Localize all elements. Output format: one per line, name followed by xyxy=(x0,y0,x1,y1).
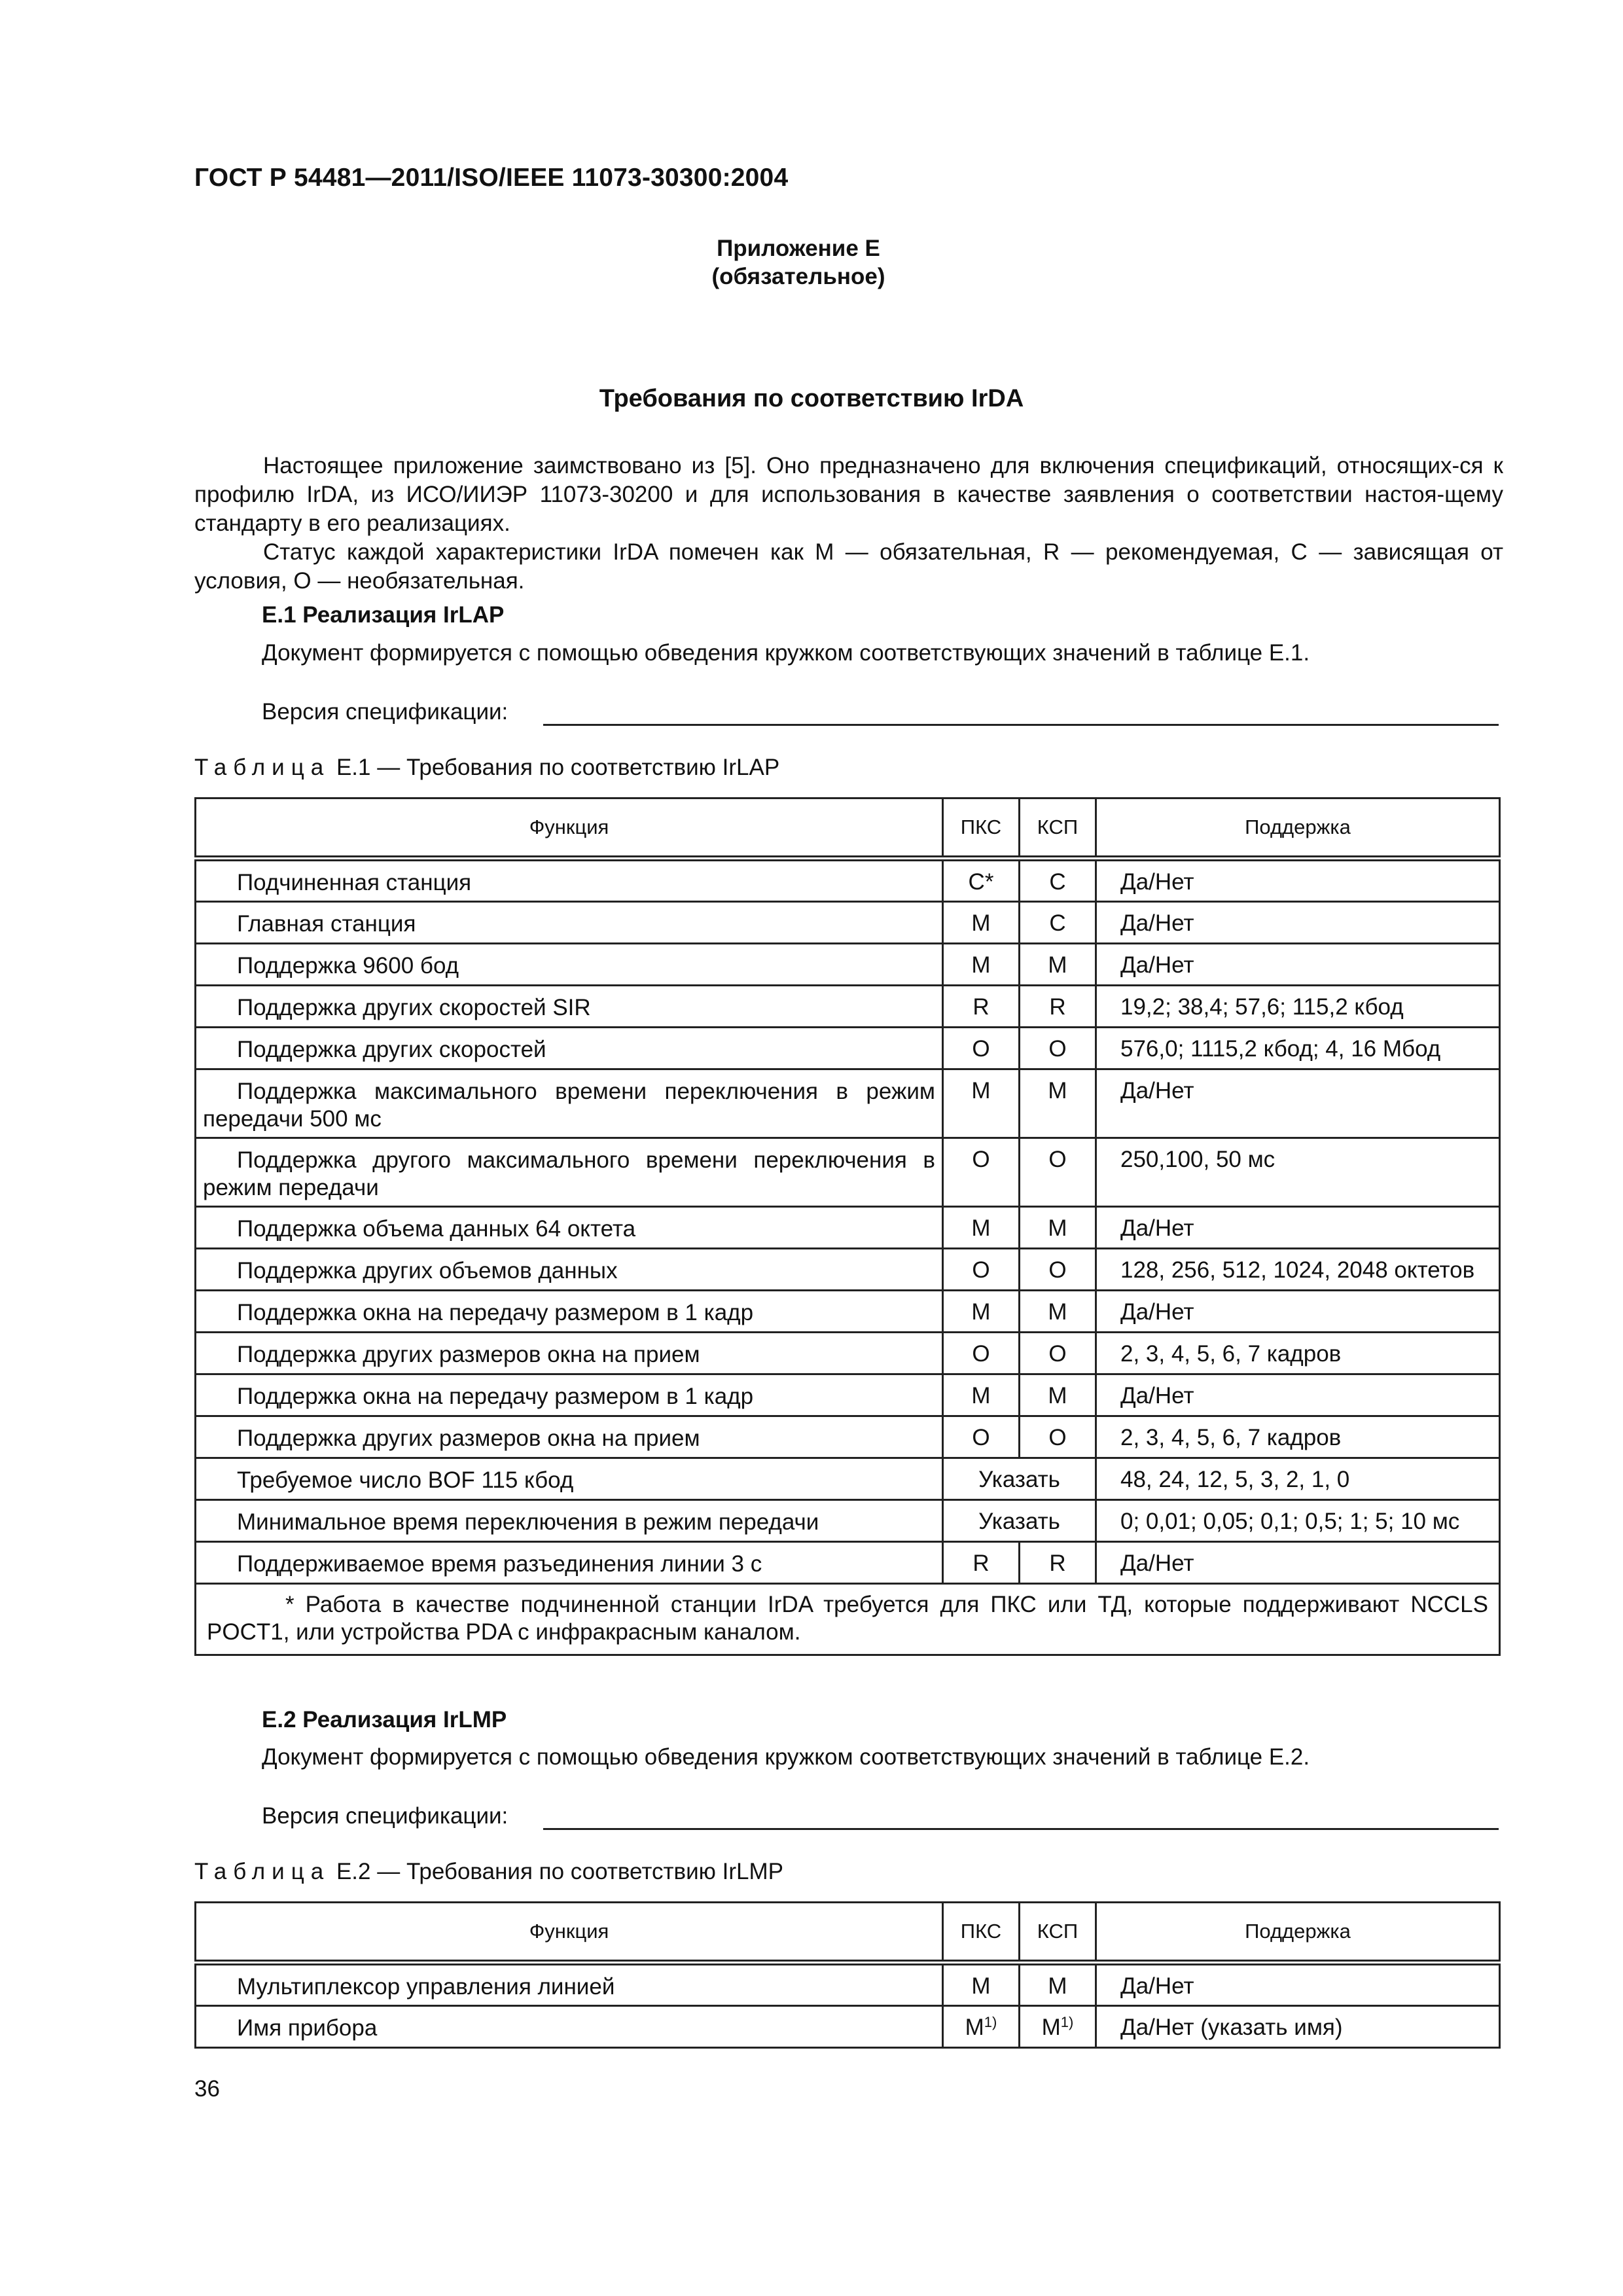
table-e2-caption-text: Е.2 — Требования по соответствию IrLMP xyxy=(330,1859,783,1884)
cell-pks: О xyxy=(943,1138,1020,1207)
table-e1 xyxy=(194,797,1501,1656)
cell-support[interactable]: 2, 3, 4, 5, 6, 7 кадров xyxy=(1096,1416,1500,1458)
cell-support[interactable]: Да/Нет xyxy=(1096,1069,1500,1138)
cell-ksp: М xyxy=(1020,944,1096,986)
cell-pks: О xyxy=(943,1416,1020,1458)
cell-pks: О xyxy=(943,1028,1020,1069)
cell-ksp: О xyxy=(1020,1249,1096,1291)
cell-function xyxy=(196,1416,943,1458)
cell-function-text: Минимальное время переключения в режим передачи xyxy=(237,1509,819,1535)
table-row xyxy=(196,1374,1500,1416)
table-footnote-text: * Работа в качестве подчиненной станции IrDA требуется для ПКС или ТД, которые поддерживают NCCLS POCT1, или устройства PDA с инфракрасным каналом. xyxy=(207,1592,1488,1645)
table-row xyxy=(196,1291,1500,1333)
cell-support[interactable]: Да/Нет xyxy=(1096,859,1500,902)
table-footnote xyxy=(196,1584,1500,1655)
table-row xyxy=(196,1542,1500,1584)
cell-pks: М xyxy=(943,1069,1020,1138)
cell-function xyxy=(196,1333,943,1374)
cell-function xyxy=(196,1374,943,1416)
cell-support[interactable]: Да/Нет xyxy=(1096,1374,1500,1416)
cell-ksp: О xyxy=(1020,1416,1096,1458)
section-e2-heading: Е.2 Реализация IrLMP xyxy=(262,1707,507,1732)
cell-function-text: Поддержка окна на передачу размером в 1 кадр xyxy=(237,1384,754,1409)
cell-support[interactable]: Да/Нет xyxy=(1096,902,1500,944)
section-e2-version-field[interactable] xyxy=(543,1828,1499,1830)
cell-ksp: О xyxy=(1020,1138,1096,1207)
cell-function-text: Мультиплексор управления линией xyxy=(237,1974,615,2000)
annex-status: (обязательное) xyxy=(711,264,885,289)
table-row xyxy=(196,1249,1500,1291)
cell-ksp: С xyxy=(1020,902,1096,944)
cell-pks: О xyxy=(943,1333,1020,1374)
cell-function-text: Подчиненная станция xyxy=(237,870,472,895)
table-row xyxy=(196,1963,1500,2006)
cell-function xyxy=(196,1291,943,1333)
cell-function-text: Поддержка других объемов данных xyxy=(237,1258,618,1283)
cell-ksp-footnote: 1) xyxy=(1060,2014,1074,2030)
cell-function-text: Поддерживаемое время разъединения линии 3 с xyxy=(237,1551,762,1577)
cell-support[interactable]: 19,2; 38,4; 57,6; 115,2 кбод xyxy=(1096,986,1500,1028)
cell-pks: М xyxy=(943,1374,1020,1416)
column-header-function: Функция xyxy=(196,798,943,859)
cell-pks: М xyxy=(943,902,1020,944)
cell-pks-text: М xyxy=(971,1973,991,1999)
cell-function xyxy=(196,859,943,902)
page-title: Требования по соответствию IrDA xyxy=(599,385,1024,412)
cell-function xyxy=(196,1249,943,1291)
cell-function-text: Поддержка 9600 бод xyxy=(237,953,459,978)
cell-function xyxy=(196,1138,943,1207)
cell-function xyxy=(196,902,943,944)
cell-support[interactable]: 250,100, 50 мс xyxy=(1096,1138,1500,1207)
cell-function xyxy=(196,1069,943,1138)
cell-function-text: Поддержка других скоростей SIR xyxy=(237,995,591,1020)
cell-support[interactable]: Да/Нет xyxy=(1096,1207,1500,1249)
intro-paragraph-1 xyxy=(194,452,1503,538)
cell-support[interactable]: Да/Нет xyxy=(1096,1542,1500,1584)
table-row xyxy=(196,2006,1500,2048)
cell-specify: Указать xyxy=(943,1500,1096,1542)
cell-support[interactable]: Да/Нет xyxy=(1096,944,1500,986)
cell-pks xyxy=(943,2006,1020,2048)
column-header-support: Поддержка xyxy=(1096,1903,1500,1963)
column-header-function: Функция xyxy=(196,1903,943,1963)
cell-support[interactable]: 0; 0,01; 0,05; 0,1; 0,5; 1; 5; 10 мс xyxy=(1096,1500,1500,1542)
column-header-pks: ПКС xyxy=(943,798,1020,859)
table-row xyxy=(196,1333,1500,1374)
table-row xyxy=(196,902,1500,944)
cell-ksp: С xyxy=(1020,859,1096,902)
cell-ksp: R xyxy=(1020,986,1096,1028)
cell-pks: М xyxy=(943,1291,1020,1333)
cell-function xyxy=(196,1458,943,1500)
cell-support[interactable]: Да/Нет xyxy=(1096,1291,1500,1333)
table-row xyxy=(196,1069,1500,1138)
cell-function xyxy=(196,1207,943,1249)
column-header-ksp: КСП xyxy=(1020,1903,1096,1963)
cell-function-text: Поддержка других скоростей xyxy=(237,1037,546,1062)
table-row xyxy=(196,1416,1500,1458)
cell-ksp: О xyxy=(1020,1333,1096,1374)
table-row xyxy=(196,986,1500,1028)
table-row xyxy=(196,1500,1500,1542)
cell-ksp: М xyxy=(1020,1374,1096,1416)
intro-paragraph-2 xyxy=(194,538,1503,596)
table-row xyxy=(196,1028,1500,1069)
section-e1-heading: Е.1 Реализация IrLAP xyxy=(262,602,505,628)
section-e2-text: Документ формируется с помощью обведения кружком соответствующих значений в таблице Е.2. xyxy=(262,1744,1310,1770)
cell-ksp-text: М xyxy=(1048,1973,1067,1999)
table-e2-caption-prefix: Таблица xyxy=(194,1859,330,1884)
cell-function-text: Поддержка максимального времени переключения в режим передачи 500 мс xyxy=(203,1079,935,1132)
cell-function-text: Поддержка другого максимального времени переключения в режим передачи xyxy=(203,1147,935,1200)
column-header-pks: ПКС xyxy=(943,1903,1020,1963)
cell-pks xyxy=(943,1963,1020,2006)
section-e1-version-field[interactable] xyxy=(543,724,1499,726)
cell-function-text: Поддержка окна на передачу размером в 1 кадр xyxy=(237,1300,754,1325)
cell-support[interactable]: 128, 256, 512, 1024, 2048 октетов xyxy=(1096,1249,1500,1291)
intro-paragraph-2-text: Статус каждой характеристики IrDA помечен как М — обязательная, R — рекомендуемая, С — зависящая от условия, О — необязательная. xyxy=(194,539,1503,594)
table-row xyxy=(196,1458,1500,1500)
cell-pks: М xyxy=(943,944,1020,986)
cell-function-text: Поддержка других размеров окна на прием xyxy=(237,1426,700,1451)
cell-ksp: R xyxy=(1020,1542,1096,1584)
cell-pks: R xyxy=(943,1542,1020,1584)
cell-pks: R xyxy=(943,986,1020,1028)
cell-support[interactable]: Да/Нет xyxy=(1096,1963,1500,2006)
table-e1-caption-text: Е.1 — Требования по соответствию IrLAP xyxy=(330,755,780,780)
section-e1-version-label: Версия спецификации: xyxy=(262,699,508,725)
cell-function-text: Главная станция xyxy=(237,911,416,937)
table-e2 xyxy=(194,1901,1501,2049)
cell-function-text: Имя прибора xyxy=(237,2015,378,2041)
cell-function xyxy=(196,1500,943,1542)
cell-function-text: Поддержка объема данных 64 октета xyxy=(237,1216,636,1242)
table-row xyxy=(196,944,1500,986)
cell-function xyxy=(196,1963,943,2006)
page-number: 36 xyxy=(194,2076,220,2102)
cell-pks: С* xyxy=(943,859,1020,902)
cell-function-text: Поддержка других размеров окна на прием xyxy=(237,1342,700,1367)
section-e1-text: Документ формируется с помощью обведения кружком соответствующих значений в таблице Е.1. xyxy=(262,640,1310,666)
table-e1-caption xyxy=(194,755,779,781)
cell-pks-footnote: 1) xyxy=(984,2014,997,2030)
column-header-ksp: КСП xyxy=(1020,798,1096,859)
cell-ksp xyxy=(1020,1963,1096,2006)
cell-ksp: М xyxy=(1020,1069,1096,1138)
intro-paragraph-1-text: Настоящее приложение заимствовано из [5]. Оно предназначено для включения спецификаций, относящих-ся к профилю IrDA, из ИСО/ИИЭР 11073-30200 и для использования в качестве заявления о соответствии настоя-щему стандарту в его реализациях. xyxy=(194,453,1503,536)
cell-specify: Указать xyxy=(943,1458,1096,1500)
table-row xyxy=(196,1138,1500,1207)
cell-pks-text: М xyxy=(965,2015,984,2040)
table-row xyxy=(196,1207,1500,1249)
cell-function xyxy=(196,2006,943,2048)
cell-support[interactable]: 2, 3, 4, 5, 6, 7 кадров xyxy=(1096,1333,1500,1374)
table-note-row xyxy=(196,1584,1500,1655)
cell-ksp: М xyxy=(1020,1207,1096,1249)
cell-ksp xyxy=(1020,2006,1096,2048)
column-header-support: Поддержка xyxy=(1096,798,1500,859)
table-row xyxy=(196,859,1500,902)
table-e2-caption xyxy=(194,1859,783,1885)
cell-ksp: М xyxy=(1020,1291,1096,1333)
table-e1-caption-prefix: Таблица xyxy=(194,755,330,780)
cell-function xyxy=(196,1028,943,1069)
cell-function xyxy=(196,944,943,986)
document-header: ГОСТ Р 54481—2011/ISO/IEEE 11073-30300:2004 xyxy=(194,164,789,192)
cell-pks: М xyxy=(943,1207,1020,1249)
cell-ksp-text: М xyxy=(1041,2015,1061,2040)
annex-name: Приложение Е xyxy=(717,236,880,261)
section-e2-version-label: Версия спецификации: xyxy=(262,1803,508,1829)
cell-function-text: Требуемое число BOF 115 кбод xyxy=(237,1467,574,1493)
cell-ksp: О xyxy=(1020,1028,1096,1069)
cell-function xyxy=(196,986,943,1028)
cell-function xyxy=(196,1542,943,1584)
cell-pks: О xyxy=(943,1249,1020,1291)
cell-support[interactable]: 576,0; 1115,2 кбод; 4, 16 Мбод xyxy=(1096,1028,1500,1069)
cell-support[interactable]: 48, 24, 12, 5, 3, 2, 1, 0 xyxy=(1096,1458,1500,1500)
cell-support[interactable]: Да/Нет (указать имя) xyxy=(1096,2006,1500,2048)
